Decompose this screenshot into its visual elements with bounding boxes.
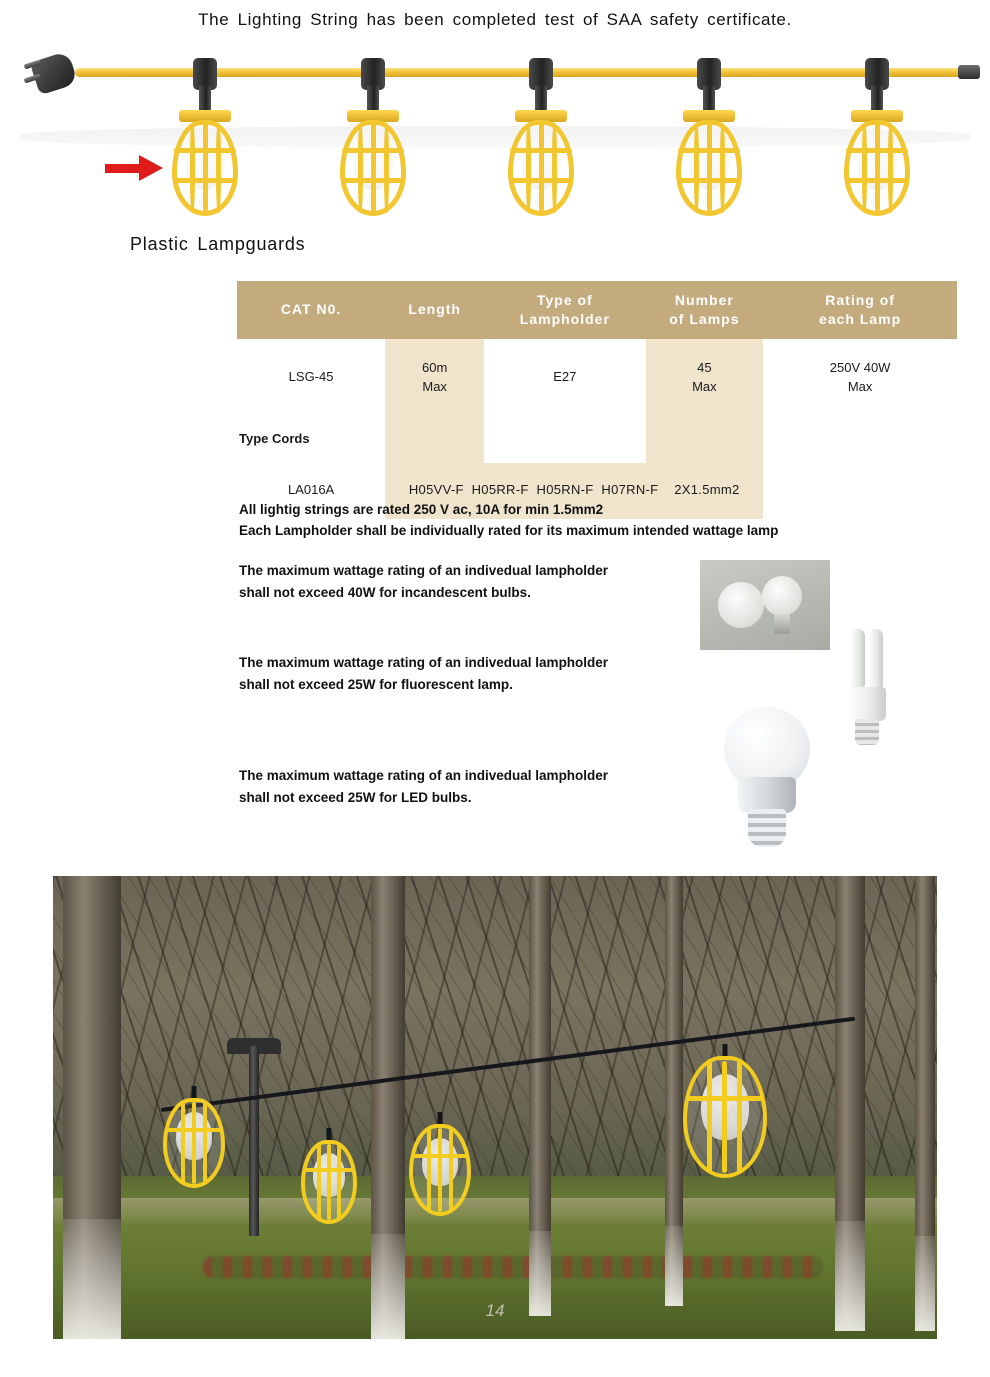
cell-lampholder-type: E27 xyxy=(553,369,577,385)
table-row xyxy=(237,339,957,417)
cord-types-text: H05VV-F H05RR-F H05RN-F H07RN-F xyxy=(408,482,659,498)
outdoor-lighting-string-photo xyxy=(53,876,937,1339)
cell-length-value: 60m xyxy=(422,359,448,375)
scene-park-lamp-post xyxy=(249,1046,259,1236)
lampguard-unit xyxy=(827,58,927,228)
cell-lamps-max: Max xyxy=(692,378,717,394)
table-row-type-cords-label xyxy=(237,417,957,463)
ratings-notes xyxy=(239,500,939,542)
scene-tree-trunk xyxy=(835,876,865,1331)
column-header-rating-each-lamp xyxy=(763,281,957,339)
lampguard-unit xyxy=(155,58,255,228)
cell-rating-max: Max xyxy=(847,378,873,394)
spacer-cell-lampholder xyxy=(484,417,645,463)
lampguard-unit xyxy=(491,58,591,228)
specification-table xyxy=(237,281,957,519)
scene-tree-trunk xyxy=(63,876,121,1339)
paragraph-fluorescent-line1: The maximum wattage rating of an indivedual lampholder xyxy=(239,655,609,670)
cell-cord-cat-no: LA016A xyxy=(287,482,335,498)
spacer-cell-lamps xyxy=(646,417,764,463)
paragraph-led-line2: shall not exceed 25W for LED bulbs. xyxy=(239,789,472,805)
scene-tree-trunk xyxy=(529,876,551,1316)
page-title: The Lighting String has been completed test of SAA safety certificate. xyxy=(198,10,792,29)
column-header-line2: of Lamps xyxy=(669,310,740,327)
cord-section-text: 2X1.5mm2 xyxy=(674,482,740,498)
scene-hanging-lampguard xyxy=(301,1140,357,1224)
type-cords-label: Type Cords xyxy=(239,431,310,447)
cell-lamps-value: 45 xyxy=(697,359,712,375)
cell-length xyxy=(385,339,484,417)
scene-tree-trunk xyxy=(371,876,405,1339)
note-line-2: Each Lampholder shall be individually rated for its maximum intended wattage lamp xyxy=(239,522,779,538)
scene-hanging-lampguard xyxy=(163,1098,225,1188)
cell-rating-value: 250V 40W xyxy=(829,359,891,375)
table-header-row xyxy=(237,281,957,339)
page-number: 14 xyxy=(485,1301,505,1320)
column-header-cat-no: CAT N0. xyxy=(237,281,385,339)
column-header-number-of-lamps xyxy=(646,281,764,339)
lampguard-unit xyxy=(659,58,759,228)
spacer-cell-rating xyxy=(763,417,957,463)
compact-fluorescent-lamp-photo xyxy=(828,625,912,755)
cord-end-cap xyxy=(958,65,980,79)
led-bulb-photo xyxy=(712,705,822,855)
scene-tree-trunk xyxy=(665,876,683,1306)
column-header-line1: Number xyxy=(674,292,734,308)
cell-length-max: Max xyxy=(422,378,447,394)
red-right-arrow-icon xyxy=(105,155,165,181)
column-header-line1: Rating of xyxy=(825,292,895,308)
power-plug-icon xyxy=(26,54,82,94)
cell-cat-no: LSG-45 xyxy=(288,369,334,385)
paragraph-led xyxy=(239,765,709,808)
column-header-line2: each Lamp xyxy=(819,310,902,327)
column-header-type-of-lampholder xyxy=(484,281,645,339)
illustration-caption: Plastic Lampguards xyxy=(130,234,306,254)
paragraph-led-line1: The maximum wattage rating of an indivedual lampholder xyxy=(239,768,609,783)
paragraph-fluorescent-line2: shall not exceed 25W for fluorescent lamp. xyxy=(239,676,513,692)
product-illustration xyxy=(0,38,990,228)
note-line-1: All lightig strings are rated 250 V ac, 10A for min 1.5mm2 xyxy=(239,502,604,517)
scene-path xyxy=(53,1198,937,1224)
lampguard-unit xyxy=(323,58,423,228)
cell-rating xyxy=(763,339,957,417)
scene-tree-trunk xyxy=(915,876,935,1331)
paragraph-fluorescent xyxy=(239,652,709,695)
cell-number-of-lamps xyxy=(646,339,764,417)
column-header-line2: Lampholder xyxy=(519,310,610,327)
paragraph-incandescent-line1: The maximum wattage rating of an indivedual lampholder xyxy=(239,563,609,578)
scene-hanging-lampguard xyxy=(683,1056,767,1178)
scene-hanging-lampguard xyxy=(409,1124,471,1216)
paragraph-incandescent xyxy=(239,560,709,603)
spacer-cell-length xyxy=(385,417,484,463)
scene-flowerbed xyxy=(203,1256,823,1278)
column-header-length: Length xyxy=(385,281,484,339)
paragraph-incandescent-line2: shall not exceed 40W for incandescent bulbs. xyxy=(239,584,531,600)
column-header-line1: Type of xyxy=(536,292,593,308)
incandescent-bulbs-photo xyxy=(700,560,830,650)
